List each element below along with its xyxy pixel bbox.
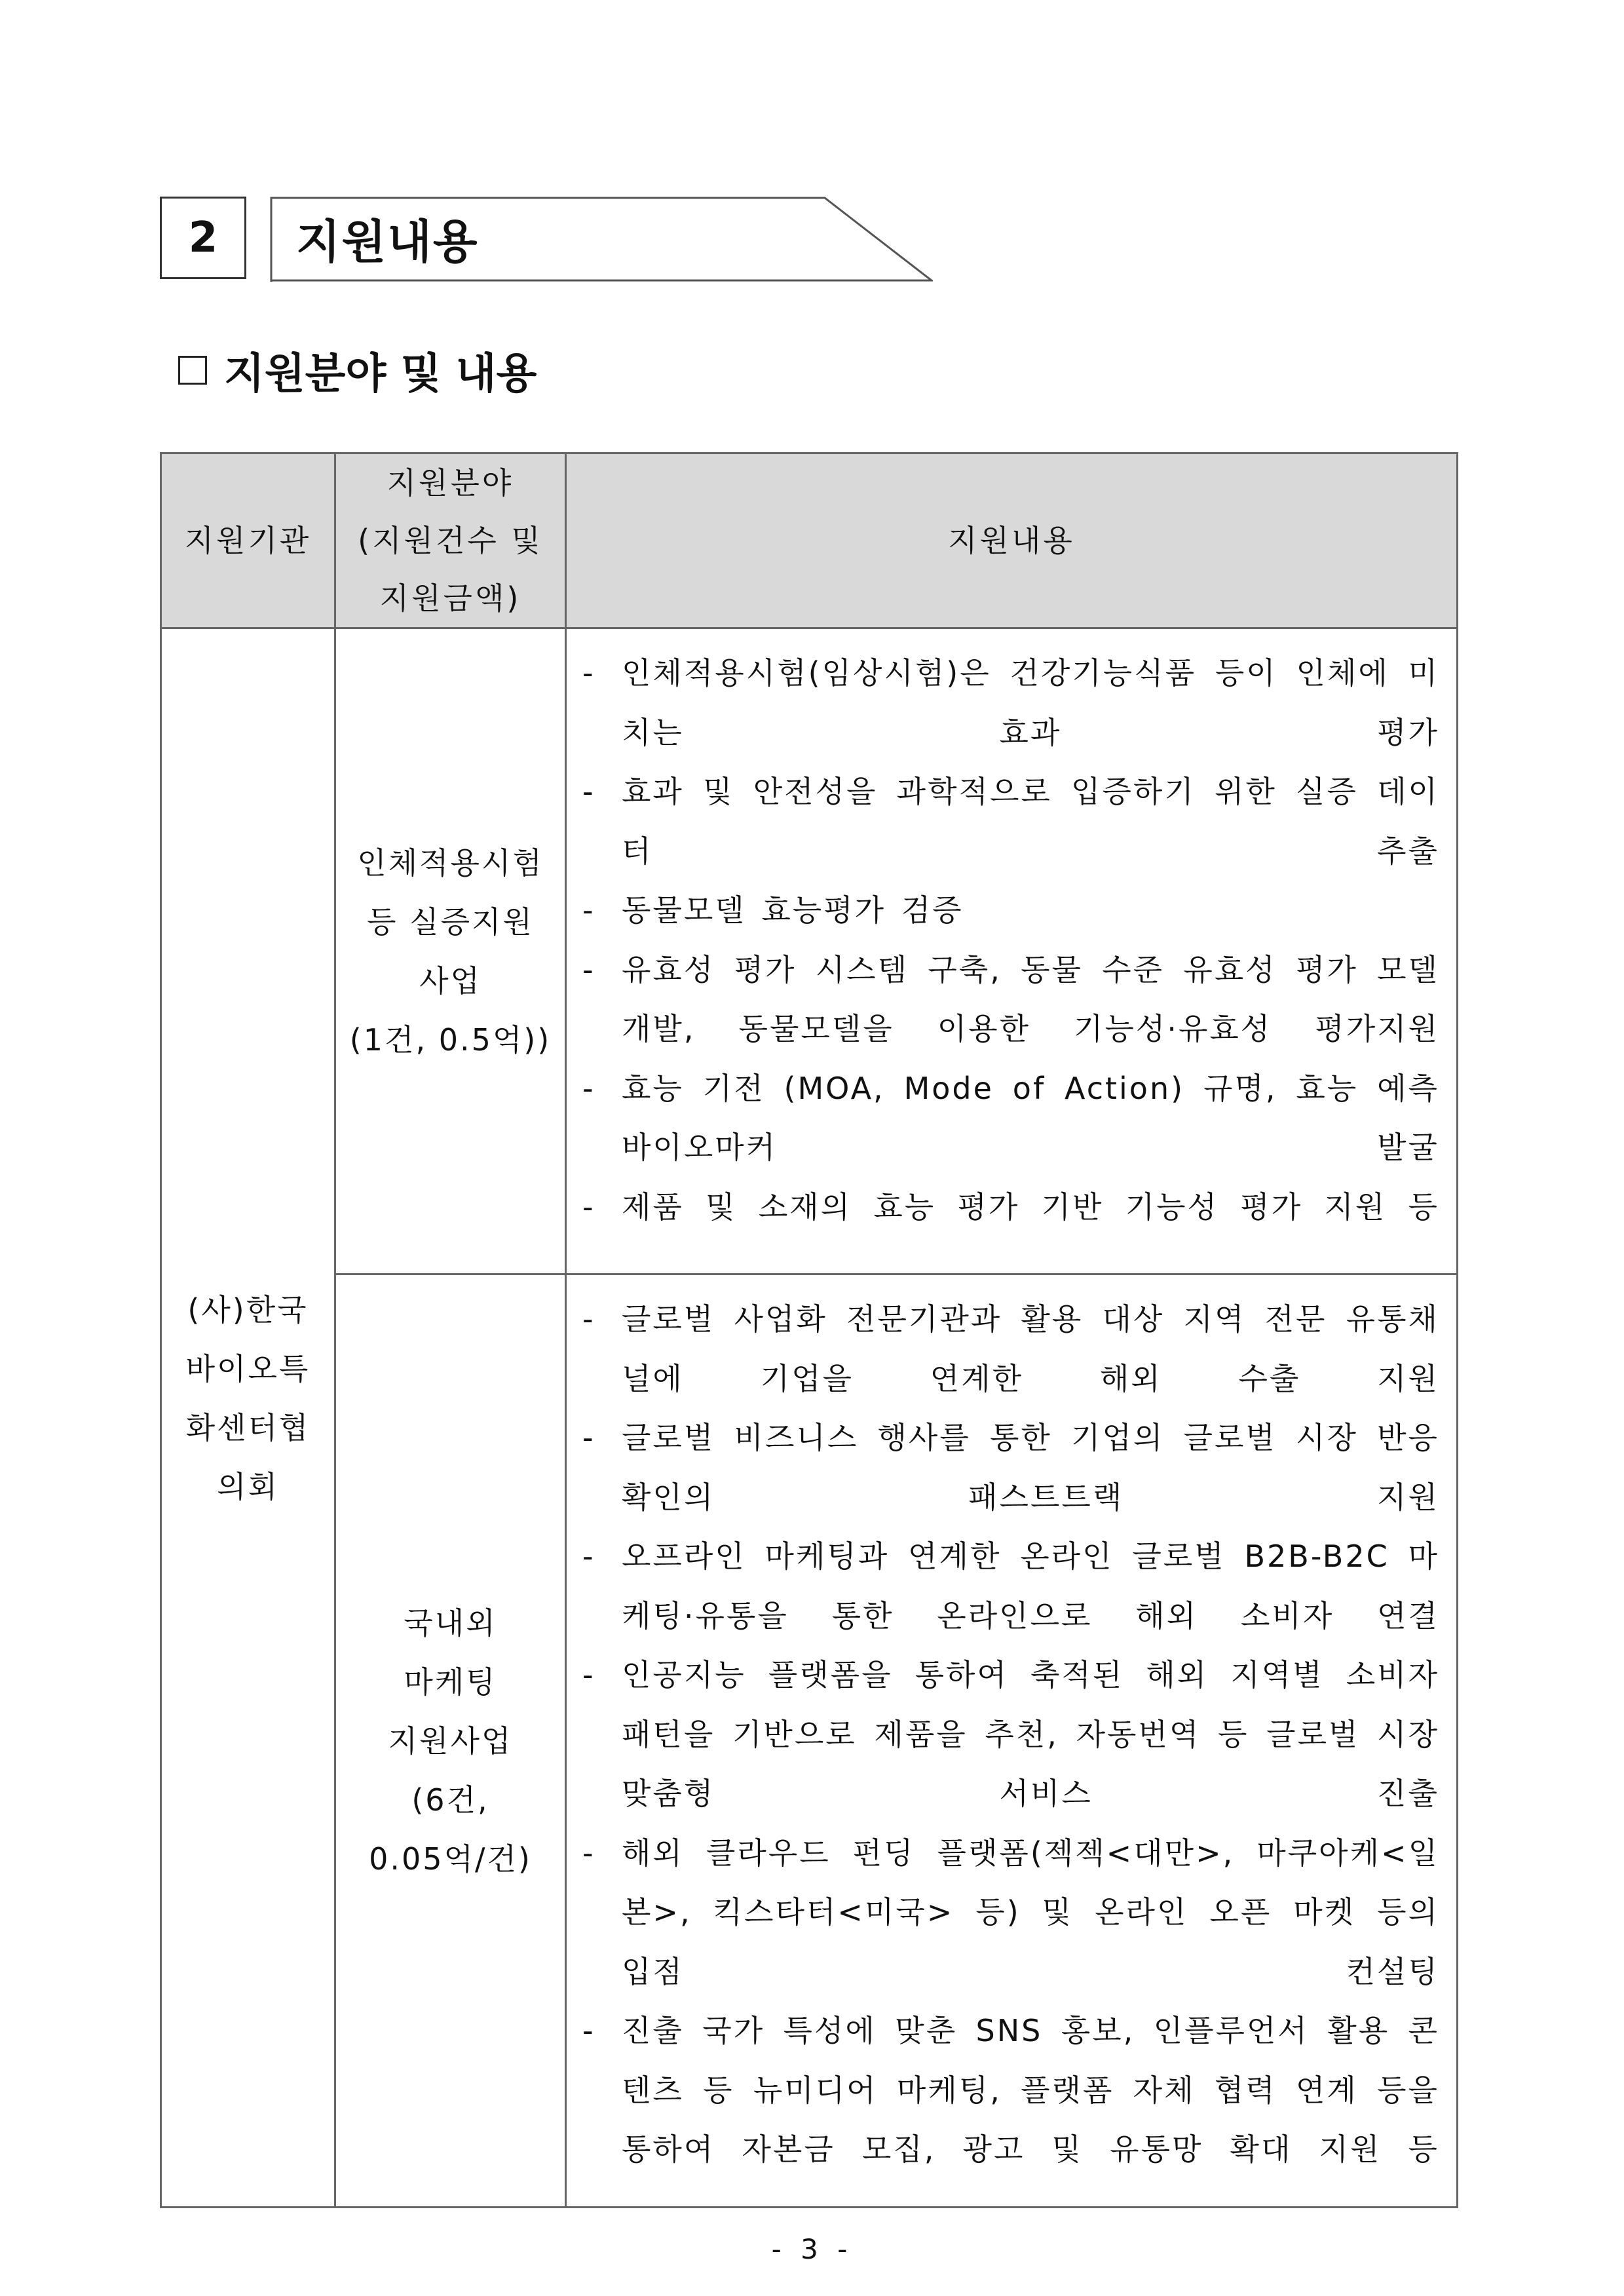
dash-marker: - [582, 655, 595, 691]
dash-marker: - [582, 1657, 595, 1693]
content-item-text: 글로벌 비즈니스 행사를 통한 기업의 글로벌 시장 반응 확인의 패스트트랙 지원 [622, 1420, 1439, 1515]
field-line: 지원사업 [388, 1723, 513, 1759]
content-item [582, 1059, 1439, 1177]
dash-marker: - [582, 1539, 595, 1574]
content-cell [566, 1274, 1458, 2208]
section-number-box [160, 197, 246, 279]
table-row [161, 1274, 1458, 2208]
content-item-text: 진출 국가 특성에 맞춘 SNS 홍보, 인플루언서 활용 콘텐츠 등 뉴미디어 마케팅, 플랫폼 자체 협력 연계 등을 통하여 자본금 모집, 광고 및 유통망 확대 지원 등 [622, 2013, 1439, 2167]
content-item-text: 글로벌 사업화 전문기관과 활용 대상 지역 전문 유통채널에 기업을 연계한 해외 수출 지원 [622, 1301, 1439, 1396]
table-header-row [161, 453, 1458, 628]
checkbox-icon [178, 356, 207, 385]
content-item [582, 1290, 1439, 1408]
header-field-line: (지원건수 및 [358, 523, 543, 558]
content-item [582, 940, 1439, 1059]
header-field-line: 지원금액) [379, 581, 521, 616]
content-cell [566, 628, 1458, 1274]
dash-marker: - [582, 1070, 595, 1106]
field-line: 등 실증지원 [367, 904, 534, 940]
header-field [335, 453, 566, 628]
page-number: - 3 - [771, 2233, 853, 2265]
content-item [582, 1645, 1439, 1824]
content-item [582, 2001, 1439, 2179]
content-item-text: 해외 클라우드 펀딩 플랫폼(젝젝<대만>, 마쿠아케<일본>, 킥스타터<미국> 등) 및 온라인 오픈 마켓 등의 입점 컨설팅 [622, 1835, 1439, 1989]
content-item-text: 제품 및 소재의 효능 평가 기반 기능성 평가 지원 등 [622, 1189, 1439, 1225]
content-item-text: 오프라인 마케팅과 연계한 온라인 글로벌 B2B-B2C 마케팅·유통을 통한 온라인으로 해외 소비자 연결 [622, 1539, 1439, 1634]
content-item [582, 643, 1439, 762]
field-line: (1건, 0.5억)) [349, 1022, 552, 1058]
dash-marker: - [582, 951, 595, 987]
field-line: 마케팅 [404, 1664, 497, 1700]
content-item-text: 인공지능 플랫폼을 통하여 축적된 해외 지역별 소비자 패턴을 기반으로 제품을 추천, 자동번역 등 글로벌 시장 맞춤형 서비스 진출 [622, 1657, 1439, 1811]
dash-marker: - [582, 892, 595, 928]
header-content [566, 453, 1458, 628]
dash-marker: - [582, 2013, 595, 2048]
section-number: 2 [188, 214, 218, 262]
field-line: 인체적용시험 [357, 845, 544, 881]
field-cell [335, 628, 566, 1274]
content-item-text: 효과 및 안전성을 과학적으로 입증하기 위한 실증 데이터 추출 [622, 774, 1439, 869]
field-line: 사업 [419, 963, 482, 999]
content-item-text: 효능 기전 (MOA, Mode of Action) 규명, 효능 예측 바이오마커 발굴 [622, 1070, 1439, 1165]
content-item-text: 유효성 평가 시스템 구축, 동물 수준 유효성 평가 모델 개발, 동물모델을 이용한 기능성·유효성 평가지원 [622, 951, 1439, 1046]
dash-marker: - [582, 1420, 595, 1455]
section-title-box [270, 197, 933, 283]
section-title: 지원내용 [296, 214, 479, 269]
field-line: 국내외 [404, 1605, 497, 1641]
content-item [582, 1408, 1439, 1527]
org-line: 화센터협 [185, 1409, 311, 1445]
subheading [178, 337, 537, 403]
header-content-text: 지원내용 [948, 523, 1075, 558]
header-org [161, 453, 335, 628]
table-row [161, 628, 1458, 1274]
dash-marker: - [582, 1301, 595, 1337]
subheading-text: 지원분야 및 내용 [224, 350, 537, 398]
content-item-text: 동물모델 효능평가 검증 [622, 892, 964, 928]
dash-marker: - [582, 1835, 595, 1871]
org-cell [161, 628, 335, 2208]
field-line: (6건, [411, 1782, 489, 1818]
header-field-line: 지원분야 [387, 465, 514, 501]
content-item [582, 1177, 1439, 1237]
content-item [582, 762, 1439, 881]
org-line: 의회 [217, 1468, 279, 1504]
org-line: (사)한국 [187, 1292, 309, 1328]
support-table [160, 452, 1458, 2208]
content-item [582, 1824, 1439, 2002]
field-line: 0.05억/건) [369, 1841, 532, 1877]
header-org-text: 지원기관 [184, 523, 312, 558]
dash-marker: - [582, 1189, 595, 1225]
org-line: 바이오특 [185, 1350, 311, 1387]
content-item [582, 1527, 1439, 1645]
field-cell [335, 1274, 566, 2208]
dash-marker: - [582, 774, 595, 809]
content-item [582, 881, 1439, 940]
content-item-text: 인체적용시험(임상시험)은 건강기능식품 등이 인체에 미치는 효과 평가 [622, 655, 1439, 750]
